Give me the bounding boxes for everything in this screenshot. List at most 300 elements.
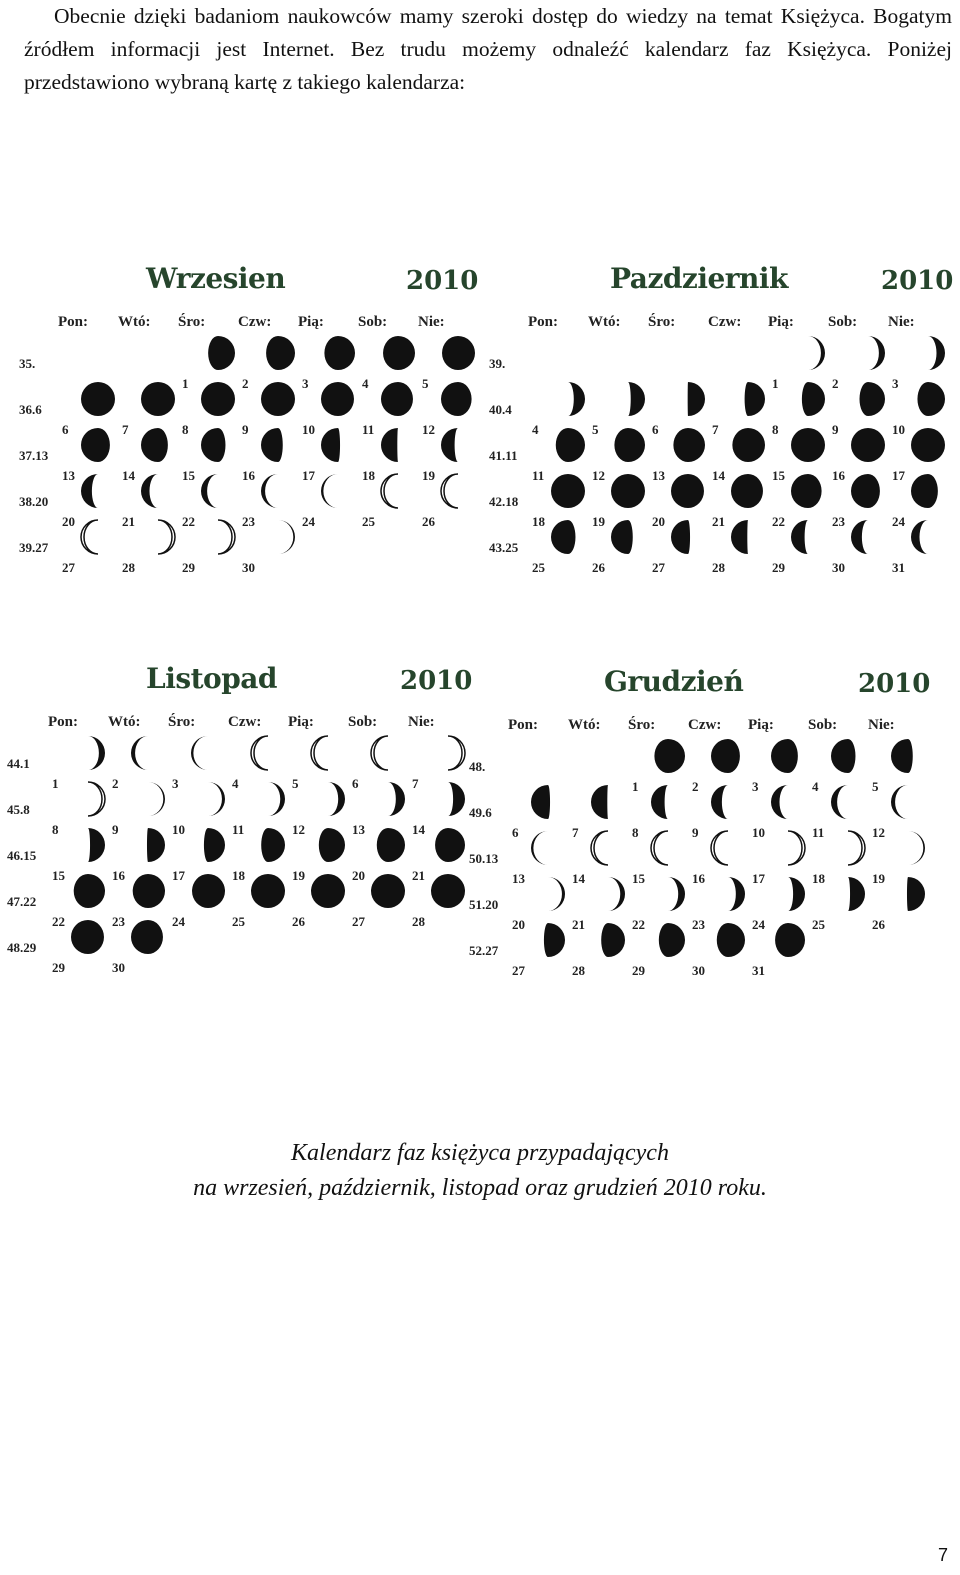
day-number: 9 — [112, 822, 119, 837]
moon-phase-icon — [790, 378, 826, 420]
day-number: 20 — [652, 514, 665, 529]
day-number: 4 — [532, 422, 539, 437]
moon-phase-icon — [770, 873, 806, 915]
day-header: Śro: — [648, 314, 676, 330]
day-number: 27 — [652, 560, 665, 575]
moon-phase-icon — [70, 916, 106, 958]
day-number: 27 — [62, 560, 75, 575]
day-number: 13 — [352, 822, 365, 837]
moon-phase-icon — [670, 516, 706, 558]
moon-phase-icon — [610, 378, 646, 420]
moon-phase-icon — [70, 732, 106, 774]
day-number: 20 — [352, 868, 365, 883]
day-number: 2 — [832, 376, 839, 391]
day-header: Pon: — [528, 314, 558, 330]
day-number: 24 — [752, 917, 765, 932]
moon-phase-icon — [730, 424, 766, 466]
day-number: 13 — [62, 468, 75, 483]
day-number: 8 — [772, 422, 779, 437]
day-number: 14 — [572, 871, 585, 886]
moon-phase-icon — [250, 824, 286, 866]
moon-phase-icon — [370, 778, 406, 820]
day-number: 9 — [242, 422, 249, 437]
week-number: 50.13 — [469, 851, 499, 866]
day-number: 25 — [532, 560, 545, 575]
day-number: 24 — [302, 514, 315, 529]
moon-phase-icon — [890, 735, 926, 777]
day-number: 10 — [892, 422, 905, 437]
week-number: 47.22 — [7, 894, 37, 909]
day-number: 28 — [412, 914, 425, 929]
day-number: 23 — [242, 514, 255, 529]
day-number: 10 — [302, 422, 315, 437]
day-number: 13 — [512, 871, 525, 886]
day-number: 16 — [832, 468, 845, 483]
caption-line-2: na wrzesień, październik, listopad oraz grudzień 2010 roku. — [193, 1175, 767, 1201]
calendar-month-title: Pazdziernik — [610, 262, 788, 295]
moon-phase-icon — [890, 781, 926, 823]
day-number: 25 — [812, 917, 825, 932]
day-number: 12 — [292, 822, 305, 837]
day-number: 26 — [592, 560, 605, 575]
moon-phase-icon — [200, 516, 236, 558]
moon-phase-icon — [910, 424, 946, 466]
day-number: 24 — [172, 914, 185, 929]
day-number: 9 — [832, 422, 839, 437]
calendar-month-title: Listopad — [146, 662, 277, 695]
day-number: 5 — [592, 422, 599, 437]
moon-phase-icon — [80, 470, 116, 512]
day-number: 2 — [692, 779, 699, 794]
moon-phase-icon — [80, 516, 116, 558]
day-number: 1 — [52, 776, 59, 791]
moon-phase-icon — [830, 735, 866, 777]
moon-phase-icon — [650, 735, 686, 777]
moon-phase-icon — [790, 470, 826, 512]
moon-phase-icon — [320, 378, 356, 420]
moon-phase-icon — [310, 732, 346, 774]
day-number: 15 — [772, 468, 785, 483]
day-number: 3 — [172, 776, 179, 791]
day-number: 5 — [292, 776, 299, 791]
moon-phase-icon — [550, 470, 586, 512]
moon-phase-icon — [530, 873, 566, 915]
day-header: Nie: — [888, 314, 915, 330]
day-number: 21 — [572, 917, 585, 932]
day-number: 25 — [362, 514, 375, 529]
moon-phase-icon — [850, 332, 886, 374]
moon-phase-icon — [710, 919, 746, 961]
day-number: 29 — [632, 963, 645, 978]
day-number: 4 — [362, 376, 369, 391]
day-number: 27 — [512, 963, 525, 978]
day-number: 27 — [352, 914, 365, 929]
moon-phase-icon — [380, 332, 416, 374]
day-header: Wtó: — [118, 314, 151, 330]
moon-phase-icon — [140, 516, 176, 558]
week-number: 42.18 — [489, 494, 519, 509]
day-number: 17 — [172, 868, 185, 883]
moon-phase-icon — [320, 470, 356, 512]
moon-phase-icon — [650, 919, 686, 961]
moon-phase-icon — [430, 824, 466, 866]
moon-phase-icon — [200, 470, 236, 512]
day-header: Wtó: — [568, 717, 601, 733]
moon-phase-icon — [770, 919, 806, 961]
day-number: 22 — [772, 514, 785, 529]
moon-phase-icon — [130, 778, 166, 820]
day-number: 9 — [692, 825, 699, 840]
day-header: Pon: — [508, 717, 538, 733]
day-number: 29 — [52, 960, 65, 975]
calendar-year: 2010 — [881, 266, 954, 296]
day-number: 22 — [632, 917, 645, 932]
day-header: Wtó: — [588, 314, 621, 330]
moon-phase-icon — [610, 470, 646, 512]
calendar-year: 2010 — [400, 666, 473, 696]
day-number: 15 — [52, 868, 65, 883]
week-number: 35. — [19, 356, 36, 371]
day-number: 1 — [632, 779, 639, 794]
intro-text: Obecnie dzięki badaniom naukowców mamy szeroki dostęp do wiedzy na temat Księżyca. Bogatym źródłem informacji jest Internet. Bez trudu możemy odnaleźć kalendarz faz Księżyca. Poniżej przedstawiono wybraną kartę z takiego kalendarza: — [24, 4, 952, 94]
moon-phase-icon — [430, 870, 466, 912]
day-number: 10 — [172, 822, 185, 837]
week-number: 51.20 — [469, 897, 499, 912]
calendar-month-title: Grudzień — [604, 665, 744, 698]
day-number: 1 — [182, 376, 189, 391]
day-number: 23 — [692, 917, 705, 932]
day-header: Pią: — [288, 714, 314, 730]
intro-paragraph — [24, 0, 952, 99]
day-number: 31 — [892, 560, 905, 575]
day-header: Pią: — [768, 314, 794, 330]
moon-phase-icon — [440, 378, 476, 420]
moon-phase-icon — [130, 824, 166, 866]
day-number: 28 — [712, 560, 725, 575]
moon-phase-icon — [250, 732, 286, 774]
day-number: 18 — [362, 468, 375, 483]
day-number: 20 — [512, 917, 525, 932]
day-number: 4 — [812, 779, 819, 794]
moon-phase-icon — [610, 424, 646, 466]
day-header: Pon: — [58, 314, 88, 330]
moon-phase-icon — [910, 378, 946, 420]
moon-phase-icon — [530, 827, 566, 869]
moon-phase-icon — [590, 781, 626, 823]
caption-line-1: Kalendarz faz księżyca przypadających — [291, 1140, 669, 1166]
moon-phase-icon — [850, 378, 886, 420]
moon-phase-icon — [850, 424, 886, 466]
moon-phase-icon — [830, 873, 866, 915]
day-number: 26 — [872, 917, 885, 932]
day-number: 16 — [112, 868, 125, 883]
moon-phase-icon — [260, 378, 296, 420]
week-number: 48. — [469, 759, 486, 774]
day-header: Czw: — [228, 714, 262, 730]
moon-phase-icon — [440, 424, 476, 466]
calendar-december — [469, 665, 931, 978]
day-number: 7 — [572, 825, 579, 840]
week-number: 36.6 — [19, 402, 42, 417]
day-number: 21 — [412, 868, 425, 883]
day-header: Pią: — [298, 314, 324, 330]
moon-phase-icon — [670, 378, 706, 420]
day-number: 18 — [532, 514, 545, 529]
moon-phase-icon — [610, 516, 646, 558]
moon-phase-icon — [730, 516, 766, 558]
day-number: 23 — [112, 914, 125, 929]
day-header: Śro: — [178, 314, 206, 330]
day-header: Czw: — [238, 314, 272, 330]
moon-phase-icon — [260, 332, 296, 374]
day-header: Sob: — [828, 314, 858, 330]
week-number: 41.11 — [489, 448, 518, 463]
moon-phase-icon — [790, 332, 826, 374]
week-number: 44.1 — [7, 756, 30, 771]
day-number: 21 — [712, 514, 725, 529]
week-number: 45.8 — [7, 802, 30, 817]
moon-phase-icon — [80, 424, 116, 466]
day-number: 30 — [242, 560, 255, 575]
day-number: 19 — [292, 868, 305, 883]
moon-phase-icon — [670, 470, 706, 512]
day-number: 16 — [692, 871, 705, 886]
moon-phase-icon — [70, 824, 106, 866]
day-number: 7 — [412, 776, 419, 791]
day-number: 8 — [52, 822, 59, 837]
moon-phase-icon — [590, 827, 626, 869]
moon-phase-icon — [380, 378, 416, 420]
day-number: 15 — [182, 468, 195, 483]
moon-phase-icon — [770, 735, 806, 777]
day-number: 3 — [752, 779, 759, 794]
day-number: 25 — [232, 914, 245, 929]
moon-phase-icon — [140, 378, 176, 420]
day-number: 14 — [712, 468, 725, 483]
moon-phase-icon — [260, 424, 296, 466]
moon-phase-icon — [140, 470, 176, 512]
week-number: 39.27 — [19, 540, 49, 555]
moon-phase-icon — [730, 378, 766, 420]
day-header: Nie: — [408, 714, 435, 730]
week-number: 39. — [489, 356, 506, 371]
day-number: 2 — [112, 776, 119, 791]
day-number: 3 — [302, 376, 309, 391]
moon-phase-icon — [790, 424, 826, 466]
moon-phase-icon — [320, 332, 356, 374]
day-header: Wtó: — [108, 714, 141, 730]
day-number: 29 — [182, 560, 195, 575]
day-number: 21 — [122, 514, 135, 529]
day-number: 22 — [52, 914, 65, 929]
moon-phase-icon — [440, 332, 476, 374]
moon-phase-icon — [890, 873, 926, 915]
week-number: 52.27 — [469, 943, 499, 958]
moon-phase-icon — [670, 424, 706, 466]
day-number: 8 — [632, 825, 639, 840]
moon-phase-icon — [250, 870, 286, 912]
week-number: 37.13 — [19, 448, 49, 463]
moon-phase-icon — [590, 919, 626, 961]
day-number: 7 — [122, 422, 129, 437]
moon-phase-icon — [770, 781, 806, 823]
moon-phase-icon — [130, 916, 166, 958]
day-number: 30 — [112, 960, 125, 975]
day-header: Sob: — [348, 714, 378, 730]
week-number: 40.4 — [489, 402, 512, 417]
moon-phase-icon — [370, 870, 406, 912]
day-number: 23 — [832, 514, 845, 529]
day-number: 12 — [422, 422, 435, 437]
day-number: 6 — [652, 422, 659, 437]
moon-phase-icon — [310, 824, 346, 866]
day-number: 18 — [232, 868, 245, 883]
moon-phase-icon — [200, 424, 236, 466]
day-header: Pon: — [48, 714, 78, 730]
day-number: 2 — [242, 376, 249, 391]
moon-phase-icon — [910, 332, 946, 374]
day-number: 6 — [352, 776, 359, 791]
day-number: 14 — [122, 468, 135, 483]
day-number: 15 — [632, 871, 645, 886]
moon-phase-icon — [310, 870, 346, 912]
day-number: 13 — [652, 468, 665, 483]
moon-phase-icon — [130, 870, 166, 912]
day-number: 6 — [512, 825, 519, 840]
moon-phase-icon — [790, 516, 826, 558]
week-number: 43.25 — [489, 540, 519, 555]
day-number: 12 — [872, 825, 885, 840]
moon-phase-icon — [550, 378, 586, 420]
week-number: 48.29 — [7, 940, 37, 955]
day-number: 8 — [182, 422, 189, 437]
day-number: 30 — [692, 963, 705, 978]
day-number: 19 — [592, 514, 605, 529]
day-number: 5 — [872, 779, 879, 794]
moon-phase-icon — [530, 781, 566, 823]
moon-phase-icon — [190, 778, 226, 820]
moon-phase-icon — [380, 424, 416, 466]
day-header: Czw: — [708, 314, 742, 330]
moon-phase-icon — [250, 778, 286, 820]
day-number: 24 — [892, 514, 905, 529]
day-number: 1 — [772, 376, 779, 391]
day-number: 17 — [752, 871, 765, 886]
moon-phase-icon — [710, 781, 746, 823]
moon-phase-icon — [370, 824, 406, 866]
moon-phase-icon — [260, 470, 296, 512]
day-number: 10 — [752, 825, 765, 840]
day-number: 26 — [422, 514, 435, 529]
figure-caption — [0, 1136, 960, 1206]
day-header: Nie: — [418, 314, 445, 330]
moon-phase-icon — [850, 516, 886, 558]
page-number: 7 — [938, 1545, 949, 1565]
moon-phase-icon — [710, 827, 746, 869]
day-number: 17 — [892, 468, 905, 483]
moon-phase-icon — [140, 424, 176, 466]
moon-phase-icon — [200, 378, 236, 420]
day-number: 11 — [362, 422, 375, 437]
week-number: 38.20 — [19, 494, 49, 509]
moon-phase-icon — [80, 378, 116, 420]
moon-phase-icon — [650, 827, 686, 869]
moon-phase-icon — [70, 778, 106, 820]
moon-phase-icon — [830, 827, 866, 869]
day-number: 11 — [812, 825, 825, 840]
week-number: 49.6 — [469, 805, 492, 820]
day-header: Śro: — [168, 714, 196, 730]
calendar-month-title: Wrzesien — [146, 262, 286, 295]
day-header: Czw: — [688, 717, 722, 733]
moon-phase-icon — [370, 732, 406, 774]
moon-phase-icon — [550, 424, 586, 466]
day-number: 28 — [122, 560, 135, 575]
day-number: 5 — [422, 376, 429, 391]
moon-phase-icon — [650, 781, 686, 823]
moon-phase-icon — [850, 470, 886, 512]
day-number: 11 — [232, 822, 245, 837]
moon-phase-icon — [130, 732, 166, 774]
day-header: Nie: — [868, 717, 895, 733]
moon-phase-icon — [430, 778, 466, 820]
day-number: 16 — [242, 468, 255, 483]
moon-phase-icon — [830, 781, 866, 823]
moon-phase-icon — [530, 919, 566, 961]
moon-phase-icon — [770, 827, 806, 869]
moon-phase-icon — [440, 470, 476, 512]
day-header: Sob: — [358, 314, 388, 330]
week-number: 46.15 — [7, 848, 37, 863]
moon-phase-icon — [590, 873, 626, 915]
day-number: 18 — [812, 871, 825, 886]
day-number: 31 — [752, 963, 765, 978]
day-number: 12 — [592, 468, 605, 483]
day-number: 7 — [712, 422, 719, 437]
moon-phase-icon — [730, 470, 766, 512]
moon-phase-icon — [910, 516, 946, 558]
day-header: Śro: — [628, 717, 656, 733]
calendar-september — [19, 262, 479, 575]
moon-phase-icon — [310, 778, 346, 820]
moon-phase-icon — [190, 732, 226, 774]
day-number: 4 — [232, 776, 239, 791]
day-number: 28 — [572, 963, 585, 978]
moon-phase-icon — [320, 424, 356, 466]
day-number: 3 — [892, 376, 899, 391]
moon-phase-icon — [430, 732, 466, 774]
calendar-october — [489, 262, 954, 575]
calendar-year: 2010 — [858, 669, 931, 699]
day-number: 22 — [182, 514, 195, 529]
moon-phase-icon — [710, 873, 746, 915]
day-number: 19 — [872, 871, 885, 886]
day-number: 17 — [302, 468, 315, 483]
calendar-year: 2010 — [406, 266, 479, 296]
day-number: 11 — [532, 468, 545, 483]
moon-phase-icon — [190, 824, 226, 866]
moon-phase-icon — [200, 332, 236, 374]
day-number: 6 — [62, 422, 69, 437]
day-header: Sob: — [808, 717, 838, 733]
day-number: 26 — [292, 914, 305, 929]
moon-phase-icon — [710, 735, 746, 777]
day-number: 29 — [772, 560, 785, 575]
day-number: 19 — [422, 468, 435, 483]
moon-phase-icon — [650, 873, 686, 915]
moon-phase-icon — [260, 516, 296, 558]
calendar-november — [7, 662, 473, 975]
